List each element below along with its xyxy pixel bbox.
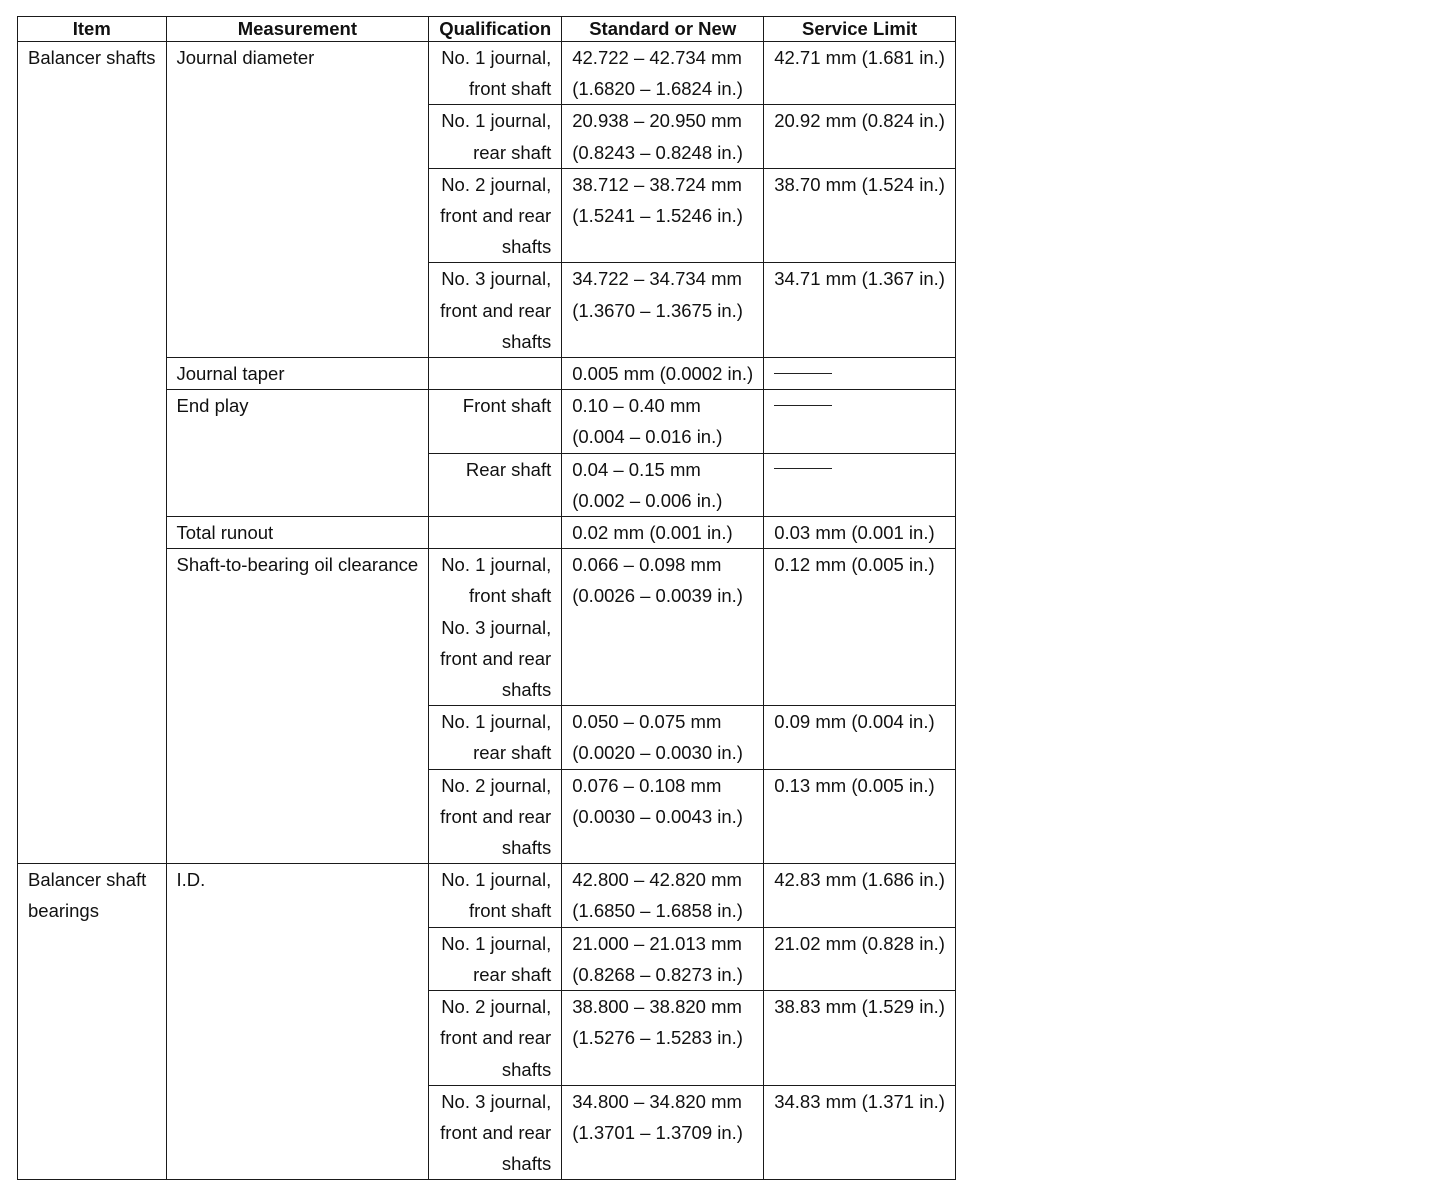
header-measurement: Measurement (166, 17, 429, 42)
item-cell-line: Balancer shaft (28, 869, 147, 891)
standard-cell-line: 20.938 – 20.950 mm (572, 110, 742, 132)
qualification-cell-line: No. 2 journal, (441, 996, 552, 1018)
standard-cell-line: 42.800 – 42.820 mm (572, 869, 742, 891)
standard-cell (562, 358, 764, 390)
standard-cell-line: (1.5276 – 1.5283 in.) (572, 1027, 743, 1049)
standard-cell (562, 42, 764, 105)
header-row (18, 17, 956, 42)
service-limit-cell (764, 864, 956, 927)
qualification-cell-line: No. 1 journal, (441, 554, 552, 576)
qualification-cell-line: rear shaft (473, 963, 552, 985)
qualification-cell-line: rear shaft (473, 742, 552, 764)
standard-cell (562, 706, 764, 769)
standard-cell-line: (0.004 – 0.016 in.) (572, 426, 723, 448)
standard-cell-line: (0.0026 – 0.0039 in.) (572, 585, 743, 607)
header-service-limit: Service Limit (764, 17, 956, 42)
standard-cell (562, 168, 764, 263)
service-limit-cell (764, 453, 956, 516)
qualification-cell (429, 706, 562, 769)
qualification-cell-line: front shaft (468, 900, 552, 922)
qualification-cell (429, 390, 562, 453)
standard-cell-line: 21.000 – 21.013 mm (572, 932, 742, 954)
qualification-cell (429, 864, 562, 927)
table-row (18, 864, 956, 927)
standard-cell-line: 38.712 – 38.724 mm (572, 173, 742, 195)
standard-cell-line: 38.800 – 38.820 mm (572, 996, 742, 1018)
standard-cell-line: 0.04 – 0.15 mm (572, 458, 701, 480)
standard-cell-line: (0.8243 – 0.8248 in.) (572, 141, 743, 163)
standard-cell-line: (1.3701 – 1.3709 in.) (572, 1121, 743, 1143)
measurement-cell (166, 358, 429, 390)
qualification-cell-line: shafts (501, 1058, 552, 1080)
service-limit-cell-line: 38.70 mm (1.524 in.) (774, 173, 945, 195)
service-limit-cell (764, 927, 956, 990)
qualification-cell-line: front and rear (440, 805, 552, 827)
service-limit-cell (764, 390, 956, 453)
service-limit-cell-line: 21.02 mm (0.828 in.) (774, 932, 945, 954)
qualification-cell (429, 1085, 562, 1180)
qualification-cell (429, 263, 562, 358)
standard-cell-line: 0.066 – 0.098 mm (572, 554, 722, 576)
qualification-cell-line: No. 1 journal, (441, 869, 552, 891)
spec-table-body (18, 42, 956, 1180)
standard-cell (562, 549, 764, 706)
standard-cell (562, 927, 764, 990)
qualification-cell-line: shafts (501, 679, 552, 701)
measurement-cell-line: Total runout (176, 522, 274, 544)
service-limit-cell-line: 34.71 mm (1.367 in.) (774, 268, 945, 290)
qualification-cell (429, 549, 562, 706)
qualification-cell-line: shafts (501, 236, 552, 258)
standard-cell-line: (0.8268 – 0.8273 in.) (572, 963, 743, 985)
service-limit-cell (764, 769, 956, 864)
standard-cell (562, 1085, 764, 1180)
no-limit-dash (774, 373, 832, 374)
service-limit-cell-line: 42.71 mm (1.681 in.) (774, 47, 945, 68)
standard-cell-line: (1.3670 – 1.3675 in.) (572, 299, 743, 321)
standard-cell (562, 390, 764, 453)
standard-cell (562, 263, 764, 358)
qualification-cell-line: No. 3 journal, (441, 616, 552, 638)
measurement-cell-line: Journal diameter (176, 47, 315, 68)
service-limit-cell-line: 0.09 mm (0.004 in.) (774, 711, 935, 733)
qualification-cell (429, 769, 562, 864)
service-limit-cell (764, 1085, 956, 1180)
standard-cell-line: 0.02 mm (0.001 in.) (572, 522, 733, 544)
header-standard: Standard or New (562, 17, 764, 42)
service-limit-cell-line: 0.13 mm (0.005 in.) (774, 774, 935, 796)
qualification-cell-line: No. 3 journal, (441, 1090, 552, 1112)
service-limit-cell (764, 168, 956, 263)
qualification-cell-line: front shaft (468, 585, 552, 607)
item-cell (18, 864, 167, 1180)
measurement-cell-line: I.D. (176, 869, 206, 891)
qualification-cell-line: front and rear (440, 299, 552, 321)
standard-cell-line: 34.800 – 34.820 mm (572, 1090, 742, 1112)
qualification-cell-line: No. 2 journal, (441, 173, 552, 195)
qualification-cell-line: Rear shaft (465, 458, 552, 480)
standard-cell (562, 864, 764, 927)
service-limit-cell-line: 34.83 mm (1.371 in.) (774, 1090, 945, 1112)
qualification-cell-line: front and rear (440, 205, 552, 227)
service-limit-cell-line: 38.83 mm (1.529 in.) (774, 996, 945, 1018)
measurement-cell (166, 390, 429, 517)
standard-cell (562, 517, 764, 549)
qualification-cell-line: shafts (501, 837, 552, 859)
qualification-cell-line: front shaft (468, 78, 552, 100)
header-item: Item (18, 17, 167, 42)
standard-cell-line: (0.002 – 0.006 in.) (572, 489, 723, 511)
standard-cell-line: 0.005 mm (0.0002 in.) (572, 363, 754, 385)
service-limit-cell (764, 358, 956, 390)
standard-cell (562, 105, 764, 168)
standard-cell (562, 769, 764, 864)
header-qualification: Qualification (429, 17, 562, 42)
balancer-spec-table (17, 16, 956, 1180)
measurement-cell-line: Shaft-to-bearing oil clearance (176, 554, 419, 576)
no-limit-dash (774, 468, 832, 469)
qualification-cell (429, 927, 562, 990)
qualification-cell-line: No. 2 journal, (441, 774, 552, 796)
table-row (18, 42, 956, 105)
qualification-cell-line: No. 3 journal, (441, 268, 552, 290)
qualification-cell-line: No. 1 journal, (441, 932, 552, 954)
qualification-cell (429, 358, 562, 390)
service-limit-cell-line: 20.92 mm (0.824 in.) (774, 110, 945, 132)
service-limit-cell (764, 517, 956, 549)
standard-cell-line: (1.5241 – 1.5246 in.) (572, 205, 743, 227)
qualification-cell-line: No. 1 journal, (441, 110, 552, 132)
measurement-cell-line: Journal taper (176, 363, 285, 385)
service-limit-cell (764, 991, 956, 1086)
qualification-cell-line: No. 1 journal, (441, 711, 552, 733)
qualification-cell (429, 105, 562, 168)
measurement-cell (166, 864, 429, 1180)
qualification-cell-line: No. 1 journal, (441, 47, 552, 68)
qualification-cell-line: rear shaft (473, 141, 552, 163)
item-cell (18, 42, 167, 864)
service-limit-cell (764, 42, 956, 105)
standard-cell (562, 453, 764, 516)
standard-cell-line: (1.6850 – 1.6858 in.) (572, 900, 743, 922)
standard-cell-line: (0.0030 – 0.0043 in.) (572, 805, 743, 827)
qualification-cell-line: front and rear (440, 647, 552, 669)
service-limit-cell-line: 42.83 mm (1.686 in.) (774, 869, 945, 891)
qualification-cell (429, 517, 562, 549)
no-limit-dash (774, 405, 832, 406)
service-limit-cell (764, 105, 956, 168)
standard-cell-line: (0.0020 – 0.0030 in.) (572, 742, 743, 764)
qualification-cell (429, 453, 562, 516)
standard-cell-line: 34.722 – 34.734 mm (572, 268, 742, 290)
measurement-cell (166, 549, 429, 864)
measurement-cell (166, 42, 429, 358)
service-limit-cell (764, 706, 956, 769)
qualification-cell-line: shafts (501, 330, 552, 352)
standard-cell-line: 0.050 – 0.075 mm (572, 711, 722, 733)
qualification-cell-line: shafts (501, 1153, 552, 1175)
standard-cell-line: 0.10 – 0.40 mm (572, 395, 701, 417)
qualification-cell-line: Front shaft (462, 395, 552, 417)
measurement-cell (166, 517, 429, 549)
qualification-cell-line: front and rear (440, 1027, 552, 1049)
standard-cell-line: 42.722 – 42.734 mm (572, 47, 742, 68)
standard-cell-line: 0.076 – 0.108 mm (572, 774, 722, 796)
service-limit-cell (764, 549, 956, 706)
measurement-cell-line: End play (176, 395, 249, 417)
service-limit-cell (764, 263, 956, 358)
qualification-cell (429, 168, 562, 263)
item-cell-line: bearings (28, 900, 99, 922)
standard-cell (562, 991, 764, 1086)
qualification-cell (429, 42, 562, 105)
qualification-cell (429, 991, 562, 1086)
item-cell-line: Balancer shafts (28, 47, 156, 68)
standard-cell-line: (1.6820 – 1.6824 in.) (572, 78, 743, 100)
service-limit-cell-line: 0.03 mm (0.001 in.) (774, 522, 935, 544)
qualification-cell-line: front and rear (440, 1121, 552, 1143)
service-limit-cell-line: 0.12 mm (0.005 in.) (774, 554, 935, 576)
